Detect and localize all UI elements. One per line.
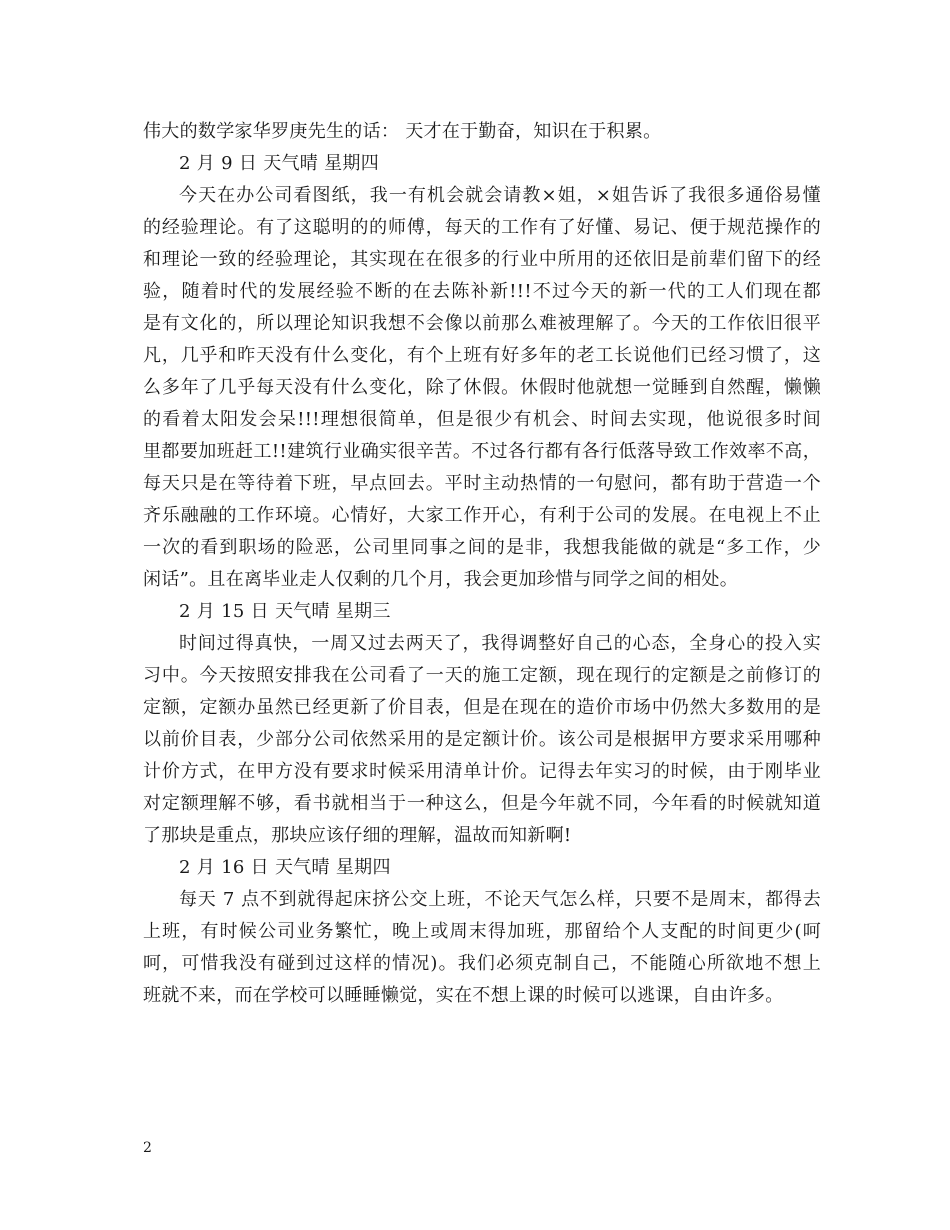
paragraph-line: 计价方式，在甲方没有要求时候采用清单计价。记得去年实习的时候，由于刚毕业	[143, 761, 821, 782]
paragraph-line: 凡，几乎和昨天没有什么变化，有个上班有好多年的老工长说他们已经习惯了，这	[143, 345, 821, 366]
paragraph-line: 里都要加班赶工!!建筑行业确实很辛苦。不过各行都有各行低落导致工作效率不高，	[143, 441, 821, 462]
paragraph-line: 么多年了几乎每天没有什么变化，除了休假。休假时他就想一觉睡到自然醒，懒懒	[143, 377, 821, 398]
paragraph-line: 伟大的数学家华罗庚先生的话： 天才在于勤奋，知识在于积累。	[143, 121, 662, 142]
paragraph-line: 是有文化的，所以理论知识我想不会像以前那么难被理解了。今天的工作依旧很平	[143, 313, 821, 334]
paragraph-line: 对定额理解不够，看书就相当于一种这么，但是今年就不同，今年看的时候就知道	[143, 793, 821, 814]
paragraph-line: 呵，可惜我没有碰到过这样的情况)。我们必须克制自己，不能随心所欲地不想上	[143, 953, 821, 974]
paragraph-line: 了那块是重点，那块应该仔细的理解，温故而知新啊!	[143, 825, 572, 846]
paragraph-line: 验，随着时代的发展经验不断的在去陈补新!!!不过今天的新一代的工人们现在都	[143, 281, 821, 302]
diary-date-heading: 2 月 16 日 天气晴 星期四	[179, 857, 391, 878]
paragraph-line: 每天 7 点不到就得起床挤公交上班，不论天气怎么样，只要不是周末，都得去	[179, 889, 821, 910]
paragraph-line: 的看着太阳发会呆!!!理想很简单，但是很少有机会、时间去实现，他说很多时间	[143, 409, 821, 430]
paragraph-line: 齐乐融融的工作环境。心情好，大家工作开心，有利于公司的发展。在电视上不止	[143, 505, 821, 526]
paragraph-line: 上班，有时候公司业务繁忙，晚上或周末得加班，那留给个人支配的时间更少(呵	[143, 921, 821, 942]
document-body	[143, 116, 821, 1012]
paragraph-line: 一次的看到职场的险恶，公司里同事之间的是非，我想我能做的就是“多工作，少	[143, 537, 821, 558]
diary-date-heading: 2 月 9 日 天气晴 星期四	[179, 153, 380, 174]
paragraph-line: 每天只是在等待着下班，早点回去。平时主动热情的一句慰问，都有助于营造一个	[143, 473, 821, 494]
paragraph-line: 闲话”。且在离毕业走人仅剩的几个月，我会更加珍惜与同学之间的相处。	[143, 569, 739, 590]
paragraph-line: 以前价目表，少部分公司依然采用的是定额计价。该公司是根据甲方要求采用哪种	[143, 729, 821, 750]
page-number: 2	[143, 1140, 152, 1156]
paragraph-line: 和理论一致的经验理论，其实现在在很多的行业中所用的还依旧是前辈们留下的经	[143, 249, 821, 270]
paragraph-line: 定额，定额办虽然已经更新了价目表，但是在现在的造价市场中仍然大多数用的是	[143, 697, 821, 718]
paragraph-line: 的经验理论。有了这聪明的的师傅，每天的工作有了好懂、易记、便于规范操作的	[143, 217, 821, 238]
paragraph-line: 习中。今天按照安排我在公司看了一天的施工定额，现在现行的定额是之前修订的	[143, 665, 821, 686]
paragraph-line: 班就不来，而在学校可以睡睡懒觉，实在不想上课的时候可以逃课，自由许多。	[143, 985, 784, 1006]
paragraph-line: 时间过得真快，一周又过去两天了，我得调整好自己的心态，全身心的投入实	[179, 633, 821, 654]
diary-date-heading: 2 月 15 日 天气晴 星期三	[179, 601, 391, 622]
paragraph-line: 今天在办公司看图纸，我一有机会就会请教×姐，×姐告诉了我很多通俗易懂	[179, 185, 821, 206]
